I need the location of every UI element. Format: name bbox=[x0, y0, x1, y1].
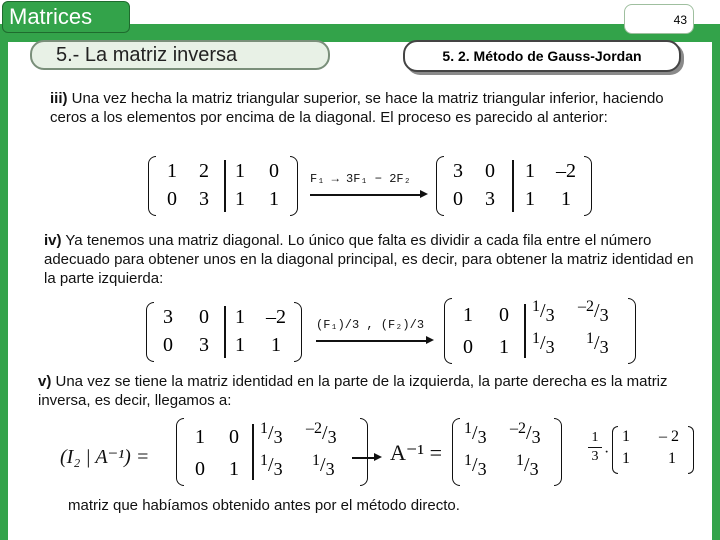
step-iv-text: Ya tenemos una matriz diagonal. Lo único que falta es dividir a cada fila entre el número adecuado para obtener unos en la diagonal principal, es decir, para obtener la matriz identidad en la parte izquierda: bbox=[44, 232, 694, 287]
matrix-cell: 0 bbox=[485, 160, 495, 182]
right-paren bbox=[294, 302, 302, 362]
fraction-cell: $^1/_3$ bbox=[260, 452, 283, 479]
matrix-cell: 3 bbox=[163, 306, 173, 328]
matrix-cell: –2 bbox=[556, 160, 576, 182]
matrix-cell: 0 bbox=[199, 306, 209, 328]
fraction-cell: $^1/_3$ bbox=[586, 330, 609, 357]
arrow-line bbox=[310, 194, 422, 196]
closing-paragraph: matriz que habíamos obtenido antes por el método directo. bbox=[68, 497, 460, 514]
right-paren bbox=[290, 156, 298, 216]
fraction-cell: $^{-2}/_3$ bbox=[306, 420, 337, 447]
fraction-cell: $^1/_3$ bbox=[312, 452, 335, 479]
fraction-cell: $^{-2}/_3$ bbox=[578, 298, 609, 325]
matrix-cell: 3 bbox=[485, 188, 495, 210]
augment-bar bbox=[224, 306, 226, 358]
left-paren bbox=[436, 156, 444, 216]
matrix-cell: 0 bbox=[499, 304, 509, 326]
fraction-cell: $^1/_3$ bbox=[464, 420, 487, 447]
matrix-cell: 1 bbox=[525, 160, 535, 182]
right-paren bbox=[360, 418, 368, 486]
scalar-numerator: 1 bbox=[591, 430, 599, 445]
step-iv-right-matrix bbox=[444, 298, 640, 364]
augment-bar bbox=[512, 160, 514, 212]
step-iii-operation: F₁ → 3F₁ − 2F₂ bbox=[310, 172, 411, 186]
arrow-head-icon bbox=[420, 190, 428, 198]
arrow-line bbox=[316, 340, 428, 342]
step-v-text: Una vez se tiene la matriz identidad en la parte de la izquierda, la parte derecha es la matriz inversa, es decir, llegamos a: bbox=[38, 373, 668, 409]
method-title: 5. 2. Método de Gauss-Jordan bbox=[403, 40, 681, 72]
matrix-cell: 1 bbox=[525, 188, 535, 210]
dot-operator: · bbox=[604, 444, 610, 461]
step-iv-left-matrix bbox=[146, 302, 302, 362]
matrix-cell: 1 bbox=[269, 188, 279, 210]
left-paren bbox=[444, 298, 452, 364]
section-title: 5.- La matriz inversa bbox=[30, 40, 330, 70]
arrow-head-icon bbox=[426, 336, 434, 344]
matrix-cell: 1 bbox=[668, 450, 676, 467]
augment-bar bbox=[224, 160, 226, 212]
left-paren bbox=[176, 418, 184, 486]
step-v-label: v) bbox=[38, 373, 52, 390]
matrix-cell: 1 bbox=[195, 426, 205, 448]
fraction-cell: $^1/_3$ bbox=[532, 330, 555, 357]
right-paren bbox=[554, 418, 562, 486]
matrix-cell: 0 bbox=[269, 160, 279, 182]
augment-bar bbox=[252, 424, 254, 480]
step-v-paragraph bbox=[38, 372, 698, 410]
inverse-label: A⁻¹ = bbox=[390, 440, 443, 465]
fraction-cell: $^1/_3$ bbox=[516, 452, 539, 479]
matrix-cell: 0 bbox=[453, 188, 463, 210]
matrix-cell: 1 bbox=[167, 160, 177, 182]
right-paren bbox=[628, 298, 636, 364]
arrow-head-icon bbox=[374, 453, 382, 461]
matrix-cell: 1 bbox=[235, 334, 245, 356]
matrix-cell: 1 bbox=[229, 458, 239, 480]
matrix-cell: – 2 bbox=[659, 428, 679, 445]
matrix-cell: 3 bbox=[199, 188, 209, 210]
matrix-cell: 1 bbox=[271, 334, 281, 356]
matrix-cell: 1 bbox=[499, 336, 509, 358]
fraction-cell: $^1/_3$ bbox=[260, 420, 283, 447]
inverse-matrix bbox=[452, 418, 564, 486]
augment-bar bbox=[524, 304, 526, 358]
matrix-cell: 2 bbox=[199, 160, 209, 182]
step-iii-paragraph bbox=[50, 89, 690, 127]
matrix-cell: 1 bbox=[235, 188, 245, 210]
scalar-denominator: 3 bbox=[591, 449, 599, 464]
step-iv-label: iv) bbox=[44, 232, 62, 249]
matrix-cell: 0 bbox=[229, 426, 239, 448]
matrix-cell: 0 bbox=[163, 334, 173, 356]
frame-left bbox=[0, 30, 8, 540]
matrix-cell: 1 bbox=[235, 160, 245, 182]
matrix-cell: 1 bbox=[463, 304, 473, 326]
left-paren bbox=[452, 418, 460, 486]
scaled-matrix bbox=[612, 426, 696, 474]
matrix-cell: 3 bbox=[453, 160, 463, 182]
left-paren bbox=[148, 156, 156, 216]
step-iii-label: iii) bbox=[50, 90, 68, 107]
matrix-cell: 1 bbox=[622, 428, 630, 445]
augmented-lhs: (I₂ | A⁻¹) = bbox=[60, 446, 150, 468]
matrix-cell: 0 bbox=[463, 336, 473, 358]
fraction-cell: $^1/_3$ bbox=[532, 298, 555, 325]
step-iii-left-matrix bbox=[148, 156, 298, 216]
step-v-augmented-matrix bbox=[176, 418, 372, 486]
matrix-cell: 1 bbox=[561, 188, 571, 210]
fraction-bar bbox=[588, 447, 602, 448]
right-paren bbox=[688, 426, 694, 474]
matrix-cell: 1 bbox=[622, 450, 630, 467]
step-iv-operation: (F₁)/3 , (F₂)/3 bbox=[316, 318, 425, 332]
matrix-cell: 0 bbox=[167, 188, 177, 210]
step-iii-right-matrix bbox=[436, 156, 592, 216]
page-number: 43 bbox=[624, 4, 694, 34]
step-iii-text: Una vez hecha la matriz triangular superior, se hace la matriz triangular inferior, haciendo ceros a los elementos por encima de la diagonal. El proceso es parecido al anterior: bbox=[50, 90, 664, 126]
matrix-cell: 3 bbox=[199, 334, 209, 356]
right-paren bbox=[584, 156, 592, 216]
matrix-cell: –2 bbox=[266, 306, 286, 328]
matrix-cell: 0 bbox=[195, 458, 205, 480]
step-iv-paragraph bbox=[44, 231, 694, 288]
matrix-cell: 1 bbox=[235, 306, 245, 328]
arrow-line bbox=[352, 457, 376, 459]
left-paren bbox=[146, 302, 154, 362]
fraction-cell: $^{-2}/_3$ bbox=[510, 420, 541, 447]
fraction-cell: $^1/_3$ bbox=[464, 452, 487, 479]
slide-title: Matrices bbox=[2, 1, 130, 33]
scalar-fraction bbox=[588, 430, 602, 465]
frame-right bbox=[712, 30, 720, 540]
